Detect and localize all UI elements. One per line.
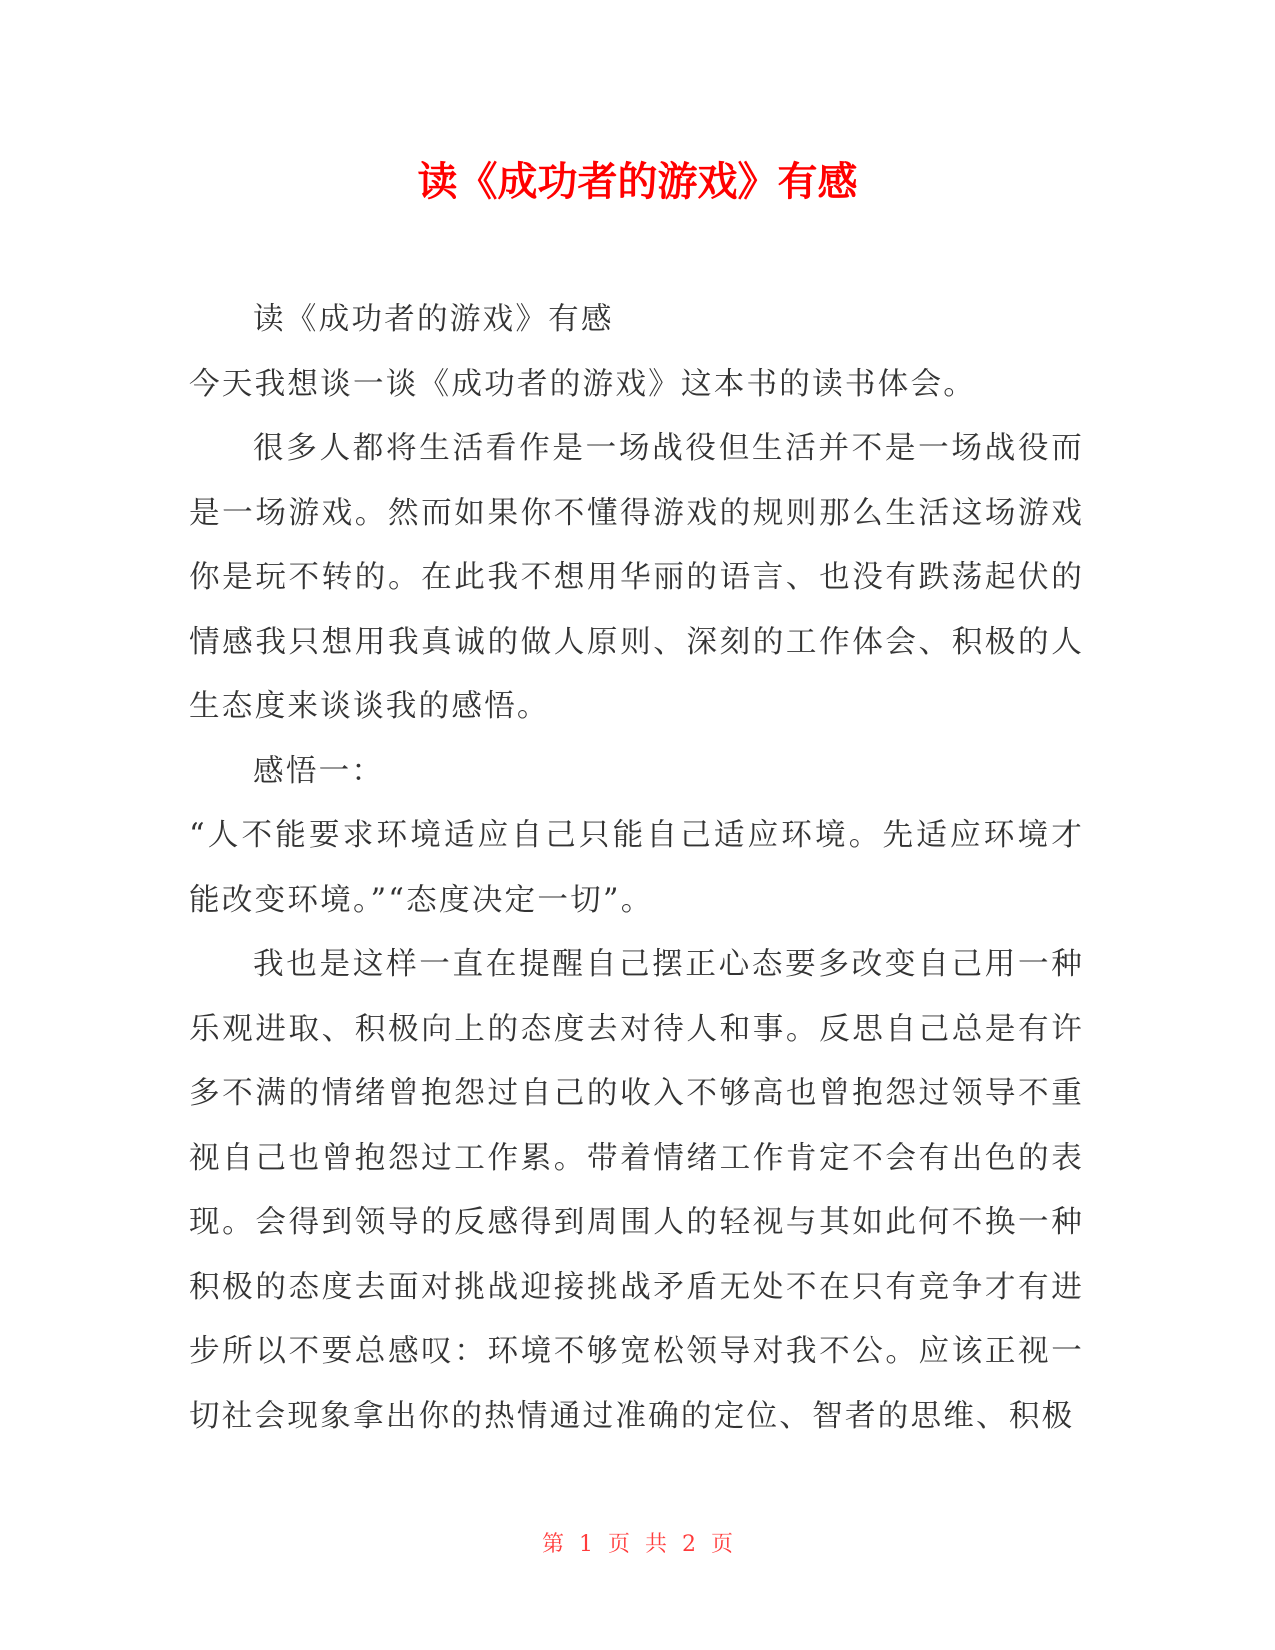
page-number-footer: [0, 1530, 1275, 1560]
paragraph-life-game: 很多人都将生活看作是一场战役但生活并不是一场战役而是一场游戏。然而如果你不懂得游戏的规则那么生活这场游戏你是玩不转的。在此我不想用华丽的语言、也没有跌荡起伏的情感我只想用我真诚的做人原则、深刻的工作体会、积极的人生态度来谈谈我的感悟。: [189, 431, 1084, 724]
paragraph-subtitle: 读《成功者的游戏》有感: [253, 302, 614, 337]
footer-label-unit: 页: [607, 1532, 630, 1557]
footer-label-unit-2: 页: [711, 1532, 734, 1557]
footer-label-total: 共: [645, 1532, 668, 1557]
paragraph-quote: “人不能要求环境适应自己只能自己适应环境。先适应环境才能改变环境。”“态度决定一切”。: [189, 818, 1084, 918]
paragraph-intro: 今天我想谈一谈《成功者的游戏》这本书的读书体会。: [189, 366, 977, 402]
paragraph-reflection: 我也是这样一直在提醒自己摆正心态要多改变自己用一种乐观进取、积极向上的态度去对待人和事。反思自己总是有许多不满的情绪曾抱怨过自己的收入不够高也曾抱怨过领导不重视自己也曾抱怨过工作累。带着情绪工作肯定不会有出色的表现。会得到领导的反感得到周围人的轻视与其如此何不换一种积极的态度去面对挑战迎接挑战矛盾无处不在只有竞争才有进步所以不要总感叹：环境不够宽松领导对我不公。应该正视一切社会现象拿出你的热情通过准确的定位、智者的思维、积极: [189, 947, 1084, 1434]
footer-total-pages: 2: [682, 1532, 697, 1557]
paragraph-insight-heading: 感悟一：: [253, 753, 385, 789]
footer-label-page: 第: [541, 1532, 564, 1557]
document-body: [189, 288, 1084, 1449]
document-title: 读《成功者的游戏》有感: [417, 159, 858, 205]
footer-current-page: 1: [578, 1532, 593, 1557]
